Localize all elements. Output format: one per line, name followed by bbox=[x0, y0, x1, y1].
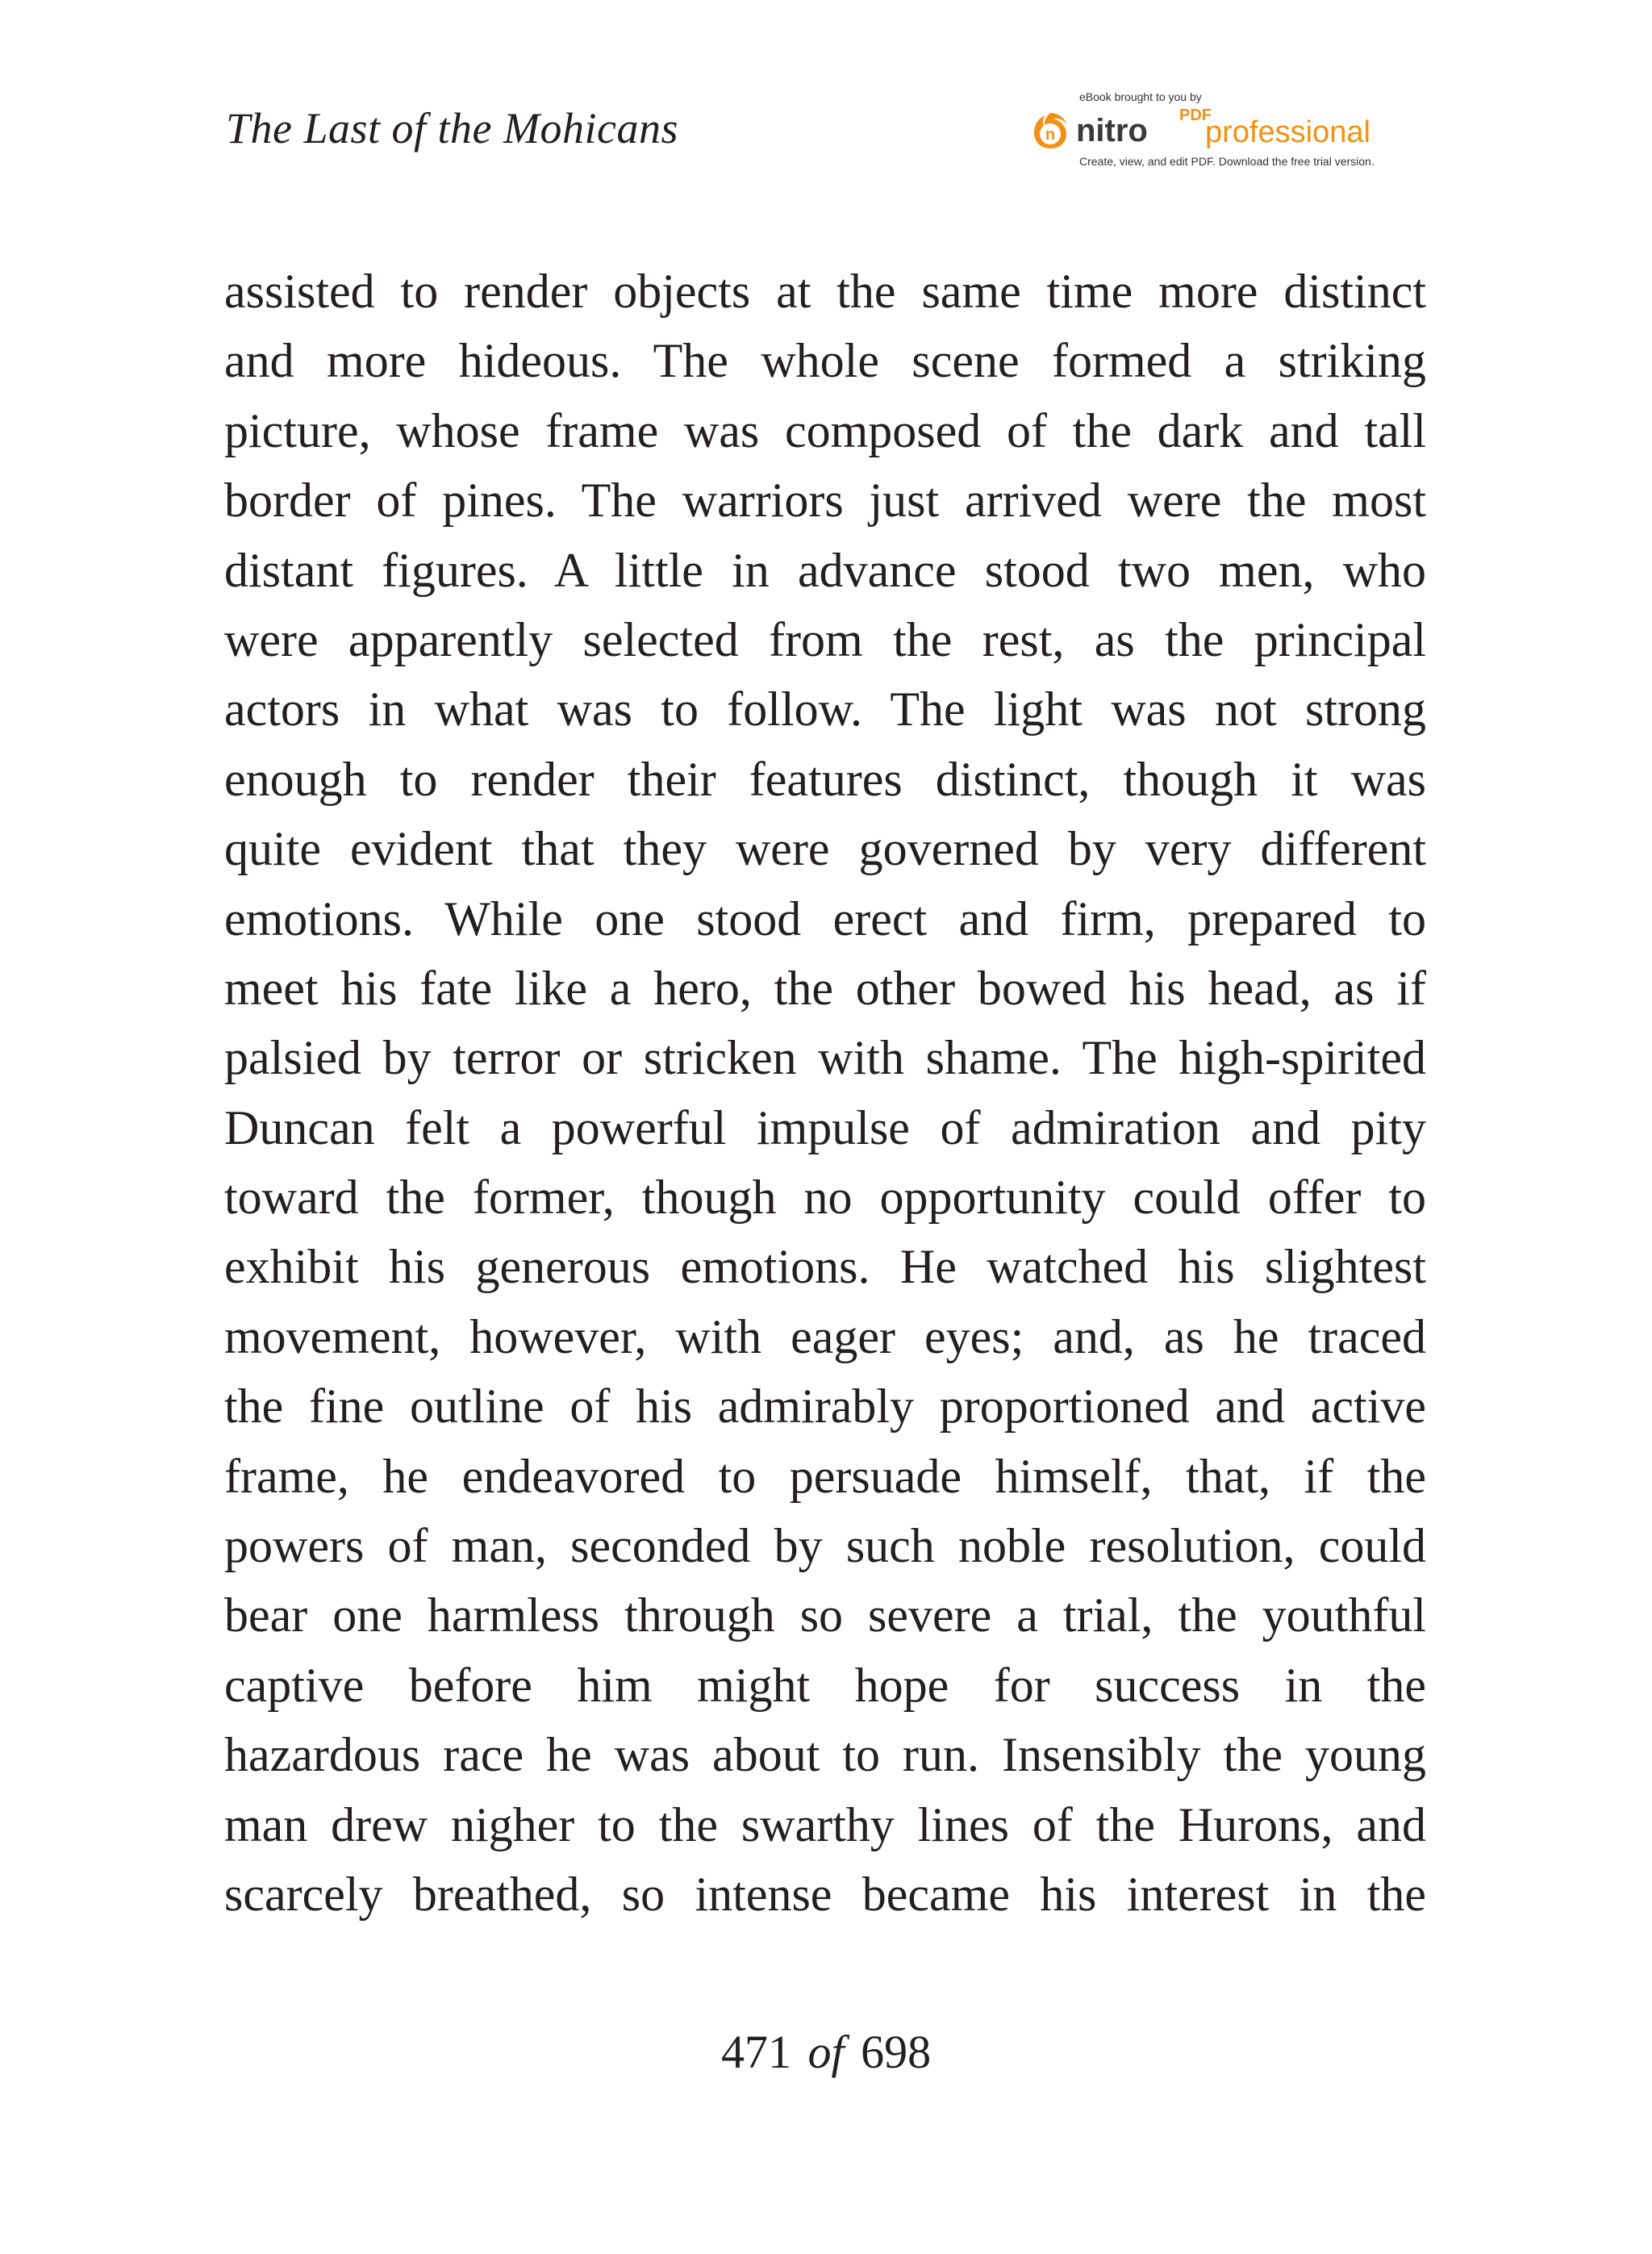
body-line: palsied by terror or stricken with shame. The high-spirited bbox=[224, 1031, 1426, 1085]
promo-tagline: eBook brought to you by bbox=[1079, 90, 1202, 103]
body-line: man drew nigher to the swarthy lines of the Hurons, and bbox=[224, 1797, 1426, 1851]
body-line: actors in what was to follow. The light was not strong bbox=[224, 682, 1426, 737]
body-line: distant figures. A little in advance stood two men, who bbox=[224, 543, 1426, 597]
body-line: and more hideous. The whole scene formed a striking bbox=[224, 334, 1426, 388]
body-line: hazardous race he was about to run. Insensibly the young bbox=[224, 1728, 1426, 1782]
body-line: border of pines. The warriors just arrived were the most bbox=[224, 474, 1426, 528]
body-line: enough to render their features distinct, though it was bbox=[224, 752, 1426, 806]
promo-subline: Create, view, and edit PDF. Download the free trial version. bbox=[1079, 155, 1375, 168]
page-of-label: of bbox=[807, 2026, 845, 2078]
running-title: The Last of the Mohicans bbox=[226, 104, 678, 152]
body-line: were apparently selected from the rest, as the principal bbox=[224, 612, 1426, 666]
body-line: captive before him might hope for success in the bbox=[224, 1658, 1426, 1712]
promo-brand-superscript: PDF bbox=[1179, 106, 1212, 124]
svg-text:n: n bbox=[1045, 126, 1056, 144]
body-line: exhibit his generous emotions. He watched his slightest bbox=[224, 1240, 1426, 1294]
promo-brand: nitro bbox=[1076, 113, 1148, 148]
nitro-logo-icon bbox=[1029, 110, 1071, 152]
body-line: powers of man, seconded by such noble resolution, could bbox=[224, 1519, 1426, 1573]
nitro-promo-banner[interactable] bbox=[1029, 90, 1416, 171]
body-line: scarcely breathed, so intense became his interest in the bbox=[224, 1867, 1426, 1921]
body-line: bear one harmless through so severe a trial, the youthful bbox=[224, 1588, 1426, 1642]
body-text bbox=[224, 257, 1426, 1929]
promo-product: professional bbox=[1205, 115, 1370, 149]
body-line: picture, whose frame was composed of the dark and tall bbox=[224, 403, 1426, 457]
body-line: movement, however, with eager eyes; and, as he traced bbox=[224, 1309, 1426, 1363]
body-line: emotions. While one stood erect and firm, prepared to bbox=[224, 891, 1426, 945]
body-line: assisted to render objects at the same time more distinct bbox=[224, 265, 1426, 318]
body-line: meet his fate like a hero, the other bowed his head, as if bbox=[224, 961, 1426, 1015]
page-current: 471 bbox=[720, 2026, 791, 2078]
page-total: 698 bbox=[861, 2026, 932, 2078]
page-number bbox=[0, 2025, 1652, 2079]
body-line: toward the former, though no opportunity could offer to bbox=[224, 1171, 1426, 1225]
body-line: Duncan felt a powerful impulse of admiration and pity bbox=[224, 1100, 1426, 1154]
body-line: quite evident that they were governed by very different bbox=[224, 822, 1426, 876]
body-line: frame, he endeavored to persuade himself, that, if the bbox=[224, 1449, 1426, 1503]
body-line: the fine outline of his admirably proportioned and active bbox=[224, 1380, 1426, 1434]
